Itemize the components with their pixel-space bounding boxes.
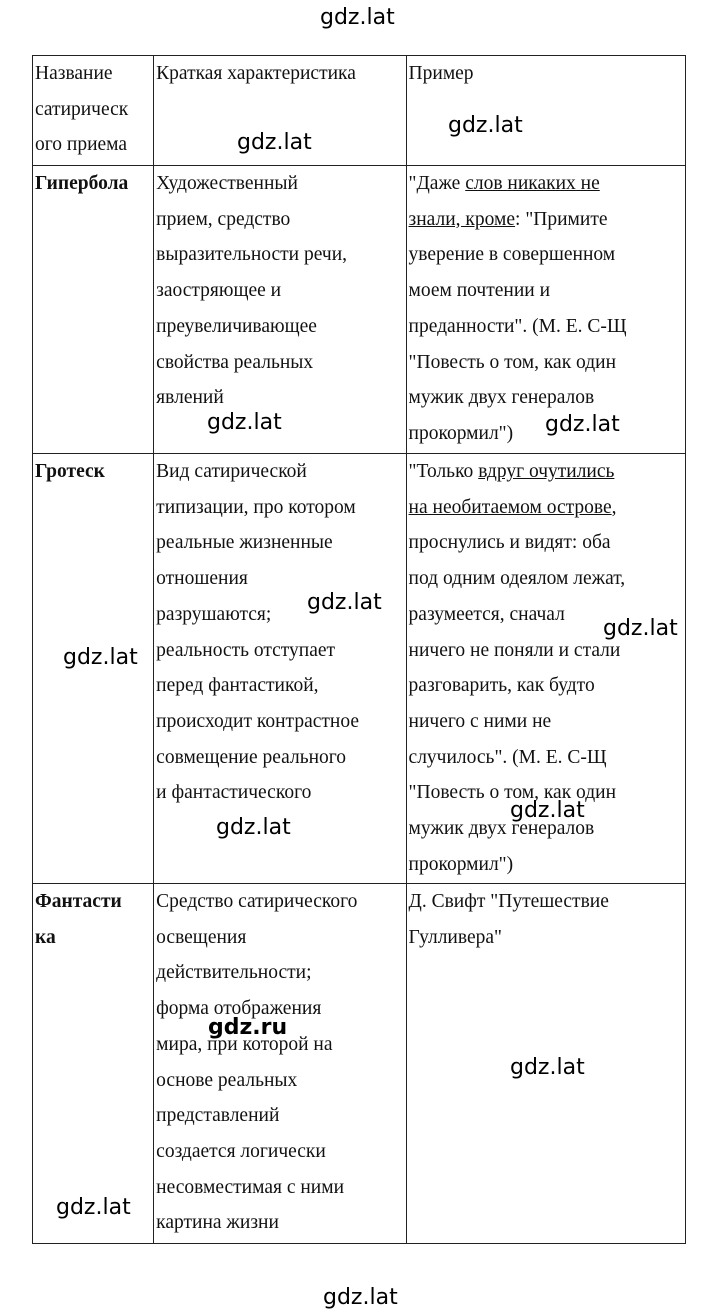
table-row bbox=[33, 166, 686, 454]
term-cell bbox=[33, 166, 154, 454]
table-row bbox=[33, 884, 686, 1244]
table-header-row bbox=[33, 56, 686, 166]
example-cell: "Даже слов никаких не знали, кроме: "Примите уверение в совершенном моем почтении и преданности". (М. Е. С-Щ "Повесть о том, как один мужик двух генералов прокормил") bbox=[406, 166, 685, 454]
header-example: Пример bbox=[406, 56, 685, 166]
watermark: gdz.lat bbox=[320, 5, 395, 30]
header-technique-name: Название сатирическ ого приема bbox=[33, 56, 154, 166]
underlined-quote: слов никаких не знали, кроме bbox=[408, 173, 600, 230]
description-cell: Вид сатирической типизации, про котором реальные жизненные отношения разрушаются; реальность отступает перед фантастикой, происходит контрастное совмещение реального и фантастического bbox=[154, 454, 406, 884]
watermark: gdz.lat bbox=[510, 798, 585, 823]
watermark: gdz.lat bbox=[56, 1195, 131, 1220]
term-hyperbole: Гипербола bbox=[35, 173, 129, 194]
watermark: gdz.lat bbox=[237, 130, 312, 155]
term-grotesque: Гротеск bbox=[35, 461, 105, 482]
watermark: gdz.lat bbox=[207, 410, 282, 435]
term-fantasy: Фантасти ка bbox=[35, 891, 122, 948]
watermark: gdz.lat bbox=[307, 590, 382, 615]
watermark: gdz.lat bbox=[323, 1285, 398, 1310]
example-cell: "Только вдруг очутились на необитаемом острове, проснулись и видят: оба под одним одеялом лежат, разумеется, сначал ничего не поняли и стали разговарить, как будто ничего с ними не случилось". (М. Е. С-Щ "Повесть о том, как один мужик двух генералов прокормил") bbox=[406, 454, 685, 884]
header-characteristic: Краткая характеристика bbox=[154, 56, 406, 166]
watermark: gdz.lat bbox=[216, 815, 291, 840]
watermark: gdz.lat bbox=[448, 113, 523, 138]
description-cell: Художественный прием, средство выразительности речи, заостряющее и преувеличивающее свойства реальных явлений bbox=[154, 166, 406, 454]
underlined-quote: вдруг очутились на необитаемом острове bbox=[408, 461, 615, 518]
description-cell: Средство сатирического освещения действительности; форма отображения мира, при которой на основе реальных представлений создается логически несовместимая с ними картина жизни bbox=[154, 884, 406, 1244]
watermark: gdz.ru bbox=[208, 1015, 288, 1040]
watermark: gdz.lat bbox=[63, 645, 138, 670]
watermark: gdz.lat bbox=[510, 1055, 585, 1080]
term-cell bbox=[33, 884, 154, 1244]
example-cell: Д. Свифт "Путешествие Гулливера" bbox=[406, 884, 685, 1244]
watermark: gdz.lat bbox=[545, 412, 620, 437]
watermark: gdz.lat bbox=[603, 616, 678, 641]
